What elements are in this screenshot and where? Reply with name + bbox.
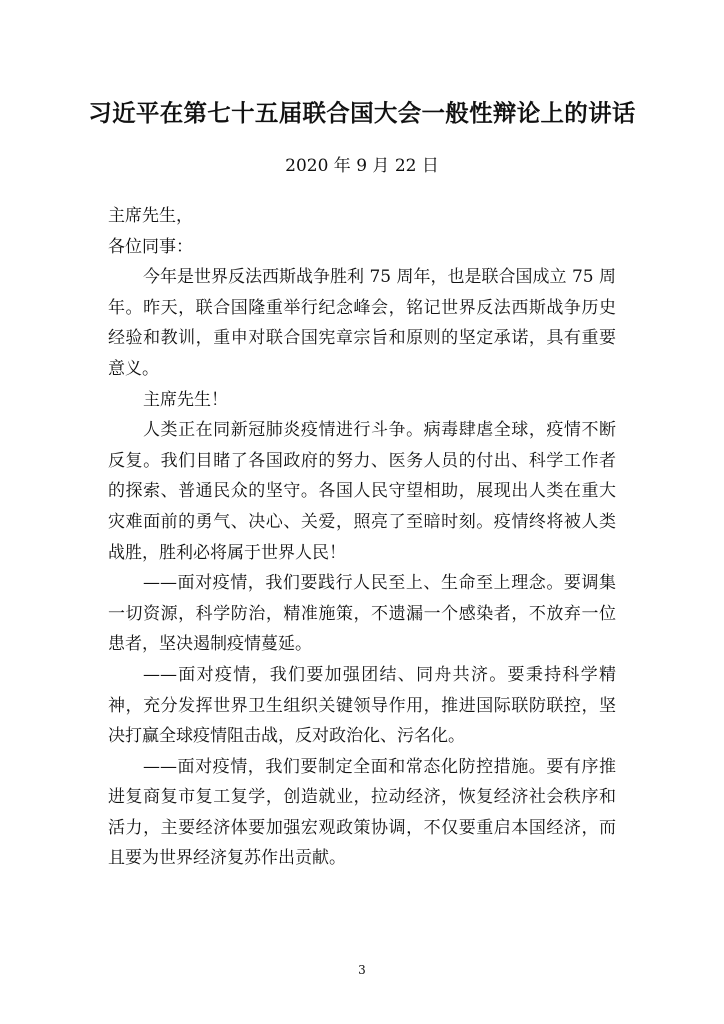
speech-date: 2020 年 9 月 22 日 [285,156,439,176]
body-paragraph: ——面对疫情，我们要制定全面和常态化防控措施。要有序推进复商复市复工复学，创造就业，拉动经济，恢复经济社会秩序和活力，主要经济体要加强宏观政策协调，不仅要重启本国经济，而且要为世界经济复苏作出贡献。 [108,756,616,869]
salutation-line: 各位同事： [108,236,193,257]
body-paragraph: 人类正在同新冠肺炎疫情进行斗争。病毒肆虐全球，疫情不断反复。我们目睹了各国政府的努力、医务人员的付出、科学工作者的探索、普通民众的坚守。各国人民守望相助，展现出人类在重大灾难面前的勇气、决心、关爱，照亮了至暗时刻。疫情终将被人类战胜，胜利必将属于世界人民！ [108,420,616,563]
body-paragraph: ——面对疫情，我们要践行人民至上、生命至上理念。要调集一切资源，科学防治，精准施策，不遗漏一个感染者，不放弃一位患者，坚决遏制疫情蔓延。 [108,573,616,655]
salutation-line: 主席先生， [108,206,193,226]
document-body [108,201,616,874]
page-number: 3 [358,963,366,977]
body-paragraph: 今年是世界反法西斯战争胜利 75 周年，也是联合国成立 75 周年。昨天，联合国隆重举行纪念峰会，铭记世界反法西斯战争历史经验和教训，重申对联合国宪章宗旨和原则的坚定承诺，具有重要意义。 [108,267,616,379]
document-title: 习近平在第七十五届联合国大会一般性辩论上的讲话 [88,99,636,127]
body-paragraph: 主席先生！ [143,389,228,410]
body-paragraph: ——面对疫情，我们要加强团结、同舟共济。要秉持科学精神，充分发挥世界卫生组织关键领导作用，推进国际联防联控，坚决打赢全球疫情阻击战，反对政治化、污名化。 [108,664,616,747]
